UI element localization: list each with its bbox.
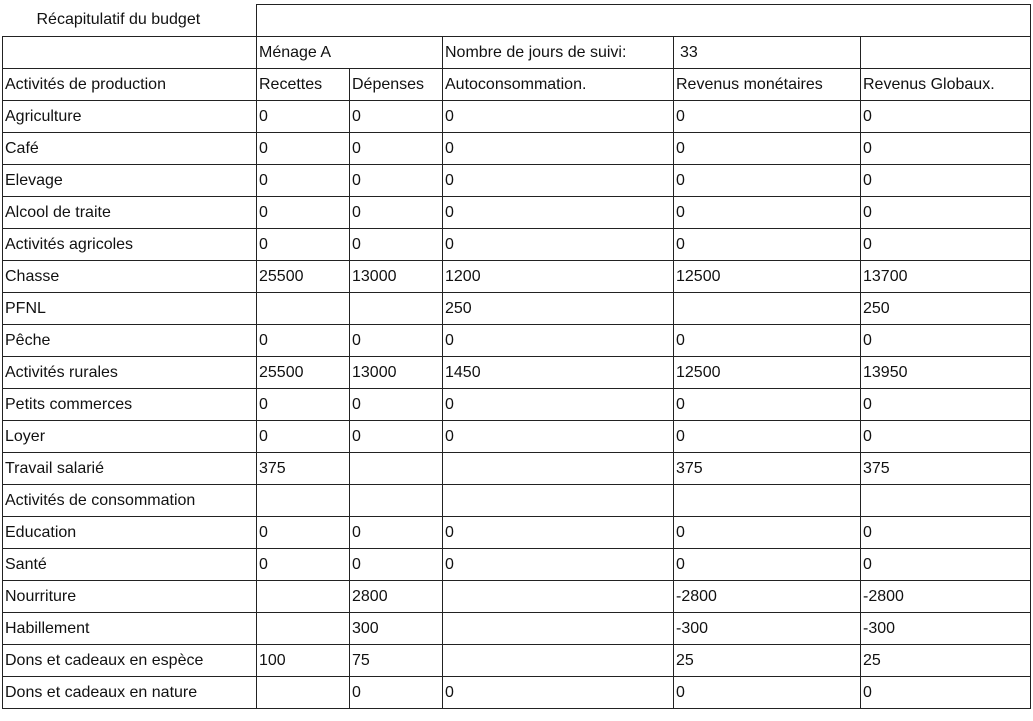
- table-cell: 0: [674, 197, 861, 229]
- table-cell: [443, 613, 674, 645]
- table-cell: -300: [861, 613, 1031, 645]
- table-cell: -300: [674, 613, 861, 645]
- table-cell: [257, 293, 350, 325]
- table-cell: [674, 293, 861, 325]
- table-cell: 0: [674, 101, 861, 133]
- table-cell: [861, 485, 1031, 517]
- table-cell: 0: [350, 197, 443, 229]
- table-cell: 0: [443, 133, 674, 165]
- row-label: Alcool de traite: [3, 197, 257, 229]
- household-row: [3, 37, 1031, 69]
- table-cell: [443, 581, 674, 613]
- header-row: [3, 69, 1031, 101]
- row-label: Habillement: [3, 613, 257, 645]
- row-label: Chasse: [3, 261, 257, 293]
- table-cell: 0: [257, 197, 350, 229]
- table-cell: 12500: [674, 261, 861, 293]
- table-cell: 0: [674, 133, 861, 165]
- table-cell: [257, 581, 350, 613]
- table-cell: 0: [443, 325, 674, 357]
- table-cell: -2800: [674, 581, 861, 613]
- table-cell: 0: [443, 421, 674, 453]
- table-cell: 0: [674, 421, 861, 453]
- table-cell: [674, 485, 861, 517]
- table-cell: 0: [861, 421, 1031, 453]
- table-cell: 13700: [861, 261, 1031, 293]
- table-row: [3, 485, 1031, 517]
- table-cell: 0: [257, 389, 350, 421]
- table-row: [3, 229, 1031, 261]
- days-label: Nombre de jours de suivi:: [443, 37, 674, 69]
- table-cell: 0: [861, 229, 1031, 261]
- table-cell: 13000: [350, 357, 443, 389]
- title-row: [3, 5, 1031, 37]
- table-cell: 0: [257, 101, 350, 133]
- table-row: [3, 357, 1031, 389]
- table-row: [3, 421, 1031, 453]
- table-cell: 13000: [350, 261, 443, 293]
- table-cell: 250: [443, 293, 674, 325]
- row-label: PFNL: [3, 293, 257, 325]
- table-cell: 0: [443, 101, 674, 133]
- row-label: Education: [3, 517, 257, 549]
- table-row: [3, 133, 1031, 165]
- table-cell: 1200: [443, 261, 674, 293]
- table-cell: 0: [674, 229, 861, 261]
- table-row: [3, 549, 1031, 581]
- header-cell: Dépenses: [350, 69, 443, 101]
- table-cell: 0: [861, 517, 1031, 549]
- table-title: Récapitulatif du budget: [3, 5, 257, 37]
- table-cell: 0: [350, 101, 443, 133]
- table-row: [3, 453, 1031, 485]
- row-label: Nourriture: [3, 581, 257, 613]
- table-row: [3, 581, 1031, 613]
- table-row: [3, 165, 1031, 197]
- table-cell: 0: [861, 165, 1031, 197]
- table-cell: 0: [443, 165, 674, 197]
- table-cell: 0: [674, 677, 861, 709]
- table-cell: 0: [257, 165, 350, 197]
- table-cell: 0: [350, 421, 443, 453]
- row-label: Café: [3, 133, 257, 165]
- table-cell: 0: [674, 325, 861, 357]
- header-cell: Revenus monétaires: [674, 69, 861, 101]
- table-cell: 0: [350, 677, 443, 709]
- table-cell: 0: [350, 389, 443, 421]
- table-cell: 0: [350, 133, 443, 165]
- table-cell: [350, 453, 443, 485]
- table-cell: 0: [674, 165, 861, 197]
- table-cell: 25: [861, 645, 1031, 677]
- row-label: Dons et cadeaux en espèce: [3, 645, 257, 677]
- table-cell: 0: [443, 549, 674, 581]
- row-label: Elevage: [3, 165, 257, 197]
- household-name: Ménage A: [257, 37, 443, 69]
- table-cell: 0: [257, 229, 350, 261]
- row-label: Agriculture: [3, 101, 257, 133]
- table-row: [3, 389, 1031, 421]
- table-cell: 0: [350, 517, 443, 549]
- row-label: Activités rurales: [3, 357, 257, 389]
- table-row: [3, 293, 1031, 325]
- header-cell: Autoconsommation.: [443, 69, 674, 101]
- table-cell: 1450: [443, 357, 674, 389]
- table-row: [3, 613, 1031, 645]
- table-row: [3, 517, 1031, 549]
- row-label: Santé: [3, 549, 257, 581]
- table-cell: [443, 485, 674, 517]
- table-cell: -2800: [861, 581, 1031, 613]
- row-label: Travail salarié: [3, 453, 257, 485]
- header-cell: Activités de production: [3, 69, 257, 101]
- household-row-blank: [3, 37, 257, 69]
- row-label: Activités de consommation: [3, 485, 257, 517]
- budget-table-body: [3, 5, 1031, 709]
- table-cell: 0: [350, 165, 443, 197]
- table-cell: 375: [674, 453, 861, 485]
- table-cell: 0: [674, 549, 861, 581]
- table-cell: [257, 485, 350, 517]
- table-cell: 0: [674, 517, 861, 549]
- table-cell: 0: [443, 517, 674, 549]
- table-cell: 0: [861, 677, 1031, 709]
- table-cell: 0: [257, 325, 350, 357]
- table-cell: 25500: [257, 357, 350, 389]
- table-cell: 0: [257, 133, 350, 165]
- table-row: [3, 325, 1031, 357]
- table-cell: [257, 613, 350, 645]
- table-cell: [443, 453, 674, 485]
- row-label: Loyer: [3, 421, 257, 453]
- table-cell: 0: [443, 229, 674, 261]
- table-cell: 0: [443, 389, 674, 421]
- days-value: 33: [674, 37, 861, 69]
- table-cell: 0: [861, 549, 1031, 581]
- table-cell: 250: [861, 293, 1031, 325]
- table-row: [3, 197, 1031, 229]
- header-cell: Recettes: [257, 69, 350, 101]
- table-cell: 0: [257, 421, 350, 453]
- table-cell: 12500: [674, 357, 861, 389]
- table-row: [3, 101, 1031, 133]
- table-cell: 25: [674, 645, 861, 677]
- household-row-blank-end: [861, 37, 1031, 69]
- table-row: [3, 261, 1031, 293]
- table-cell: 0: [257, 517, 350, 549]
- table-cell: 375: [257, 453, 350, 485]
- table-cell: 75: [350, 645, 443, 677]
- table-cell: 25500: [257, 261, 350, 293]
- budget-summary-table: [2, 4, 1031, 709]
- table-cell: 0: [861, 325, 1031, 357]
- table-cell: 0: [350, 229, 443, 261]
- table-cell: 13950: [861, 357, 1031, 389]
- row-label: Petits commerces: [3, 389, 257, 421]
- table-cell: 0: [443, 677, 674, 709]
- row-label: Dons et cadeaux en nature: [3, 677, 257, 709]
- table-cell: 0: [443, 197, 674, 229]
- table-cell: 0: [674, 389, 861, 421]
- table-row: [3, 645, 1031, 677]
- table-cell: [443, 645, 674, 677]
- table-cell: 0: [350, 549, 443, 581]
- table-cell: 0: [350, 325, 443, 357]
- table-cell: 0: [861, 101, 1031, 133]
- table-cell: 0: [861, 197, 1031, 229]
- table-cell: 2800: [350, 581, 443, 613]
- table-row: [3, 677, 1031, 709]
- row-label: Activités agricoles: [3, 229, 257, 261]
- table-cell: [257, 677, 350, 709]
- table-cell: 100: [257, 645, 350, 677]
- table-cell: 0: [861, 389, 1031, 421]
- table-cell: 0: [861, 133, 1031, 165]
- table-cell: 375: [861, 453, 1031, 485]
- table-cell: 300: [350, 613, 443, 645]
- header-cell: Revenus Globaux.: [861, 69, 1031, 101]
- table-cell: 0: [257, 549, 350, 581]
- row-label: Pêche: [3, 325, 257, 357]
- table-cell: [350, 293, 443, 325]
- table-cell: [350, 485, 443, 517]
- title-row-blank: [257, 5, 1031, 37]
